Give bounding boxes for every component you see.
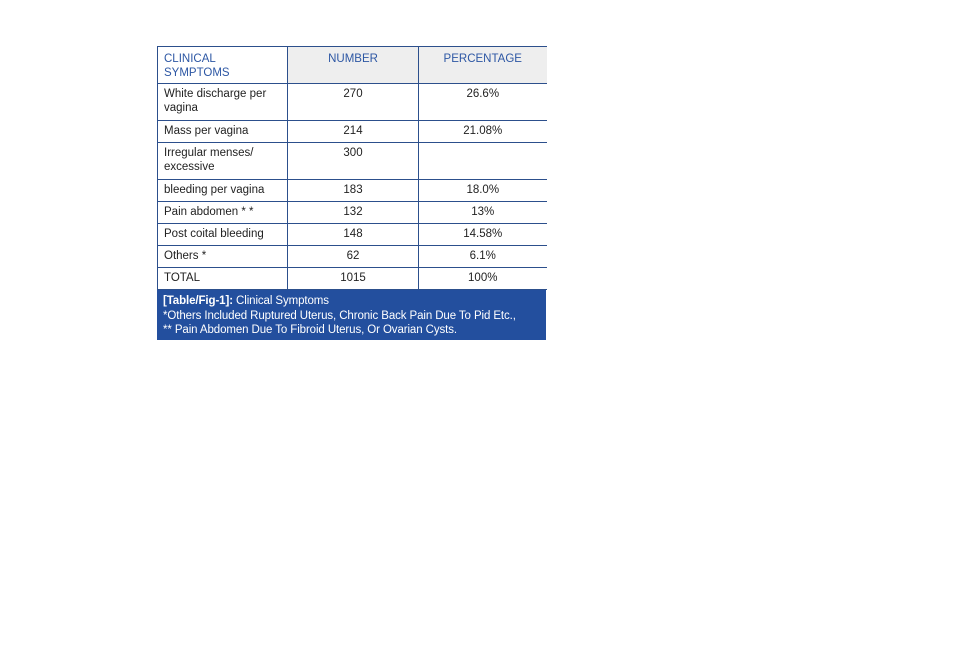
percentage-cell: 21.08%: [419, 121, 547, 143]
symptom-cell: bleeding per vagina: [158, 180, 288, 202]
number-cell: 1015: [288, 268, 419, 290]
percentage-cell: 14.58%: [419, 224, 547, 246]
symptom-cell: Pain abdomen * *: [158, 202, 288, 224]
table-caption: [157, 290, 546, 340]
column-header-symptoms: CLINICAL SYMPTOMS: [158, 47, 288, 84]
percentage-cell: 13%: [419, 202, 547, 224]
table-row: [158, 84, 547, 121]
table-row: [158, 224, 547, 246]
symptom-cell: Post coital bleeding: [158, 224, 288, 246]
percentage-cell: 26.6%: [419, 84, 547, 121]
caption-note-pain-abdomen: ** Pain Abdomen Due To Fibroid Uterus, Or Ovarian Cysts.: [163, 324, 457, 336]
percentage-cell: [419, 143, 547, 180]
clinical-symptoms-figure: [157, 46, 546, 340]
column-header-percentage: PERCENTAGE: [419, 47, 547, 84]
caption-reference: [Table/Fig-1]:: [163, 295, 233, 307]
number-cell: 62: [288, 246, 419, 268]
number-cell: 300: [288, 143, 419, 180]
symptom-cell: Irregular menses/ excessive: [158, 143, 288, 180]
table-row: [158, 202, 547, 224]
caption-note-others: *Others Included Ruptured Uterus, Chronic Back Pain Due To Pid Etc.,: [163, 309, 516, 322]
clinical-symptoms-table: [157, 46, 547, 290]
table-row: [158, 143, 547, 180]
symptom-cell: White discharge per vagina: [158, 84, 288, 121]
number-cell: 214: [288, 121, 419, 143]
caption-title: Clinical Symptoms: [236, 295, 329, 307]
caption-title-line: [163, 294, 540, 309]
table-header-row: [158, 47, 547, 84]
symptom-cell: Others *: [158, 246, 288, 268]
table-row: [158, 121, 547, 143]
table-row: [158, 180, 547, 202]
column-header-number: NUMBER: [288, 47, 419, 84]
table-row-total: [158, 268, 547, 290]
number-cell: 132: [288, 202, 419, 224]
percentage-cell: 100%: [419, 268, 547, 290]
number-cell: 183: [288, 180, 419, 202]
percentage-cell: 6.1%: [419, 246, 547, 268]
table-row: [158, 246, 547, 268]
symptom-cell: Mass per vagina: [158, 121, 288, 143]
number-cell: 148: [288, 224, 419, 246]
percentage-cell: 18.0%: [419, 180, 547, 202]
symptom-cell: TOTAL: [158, 268, 288, 290]
number-cell: 270: [288, 84, 419, 121]
